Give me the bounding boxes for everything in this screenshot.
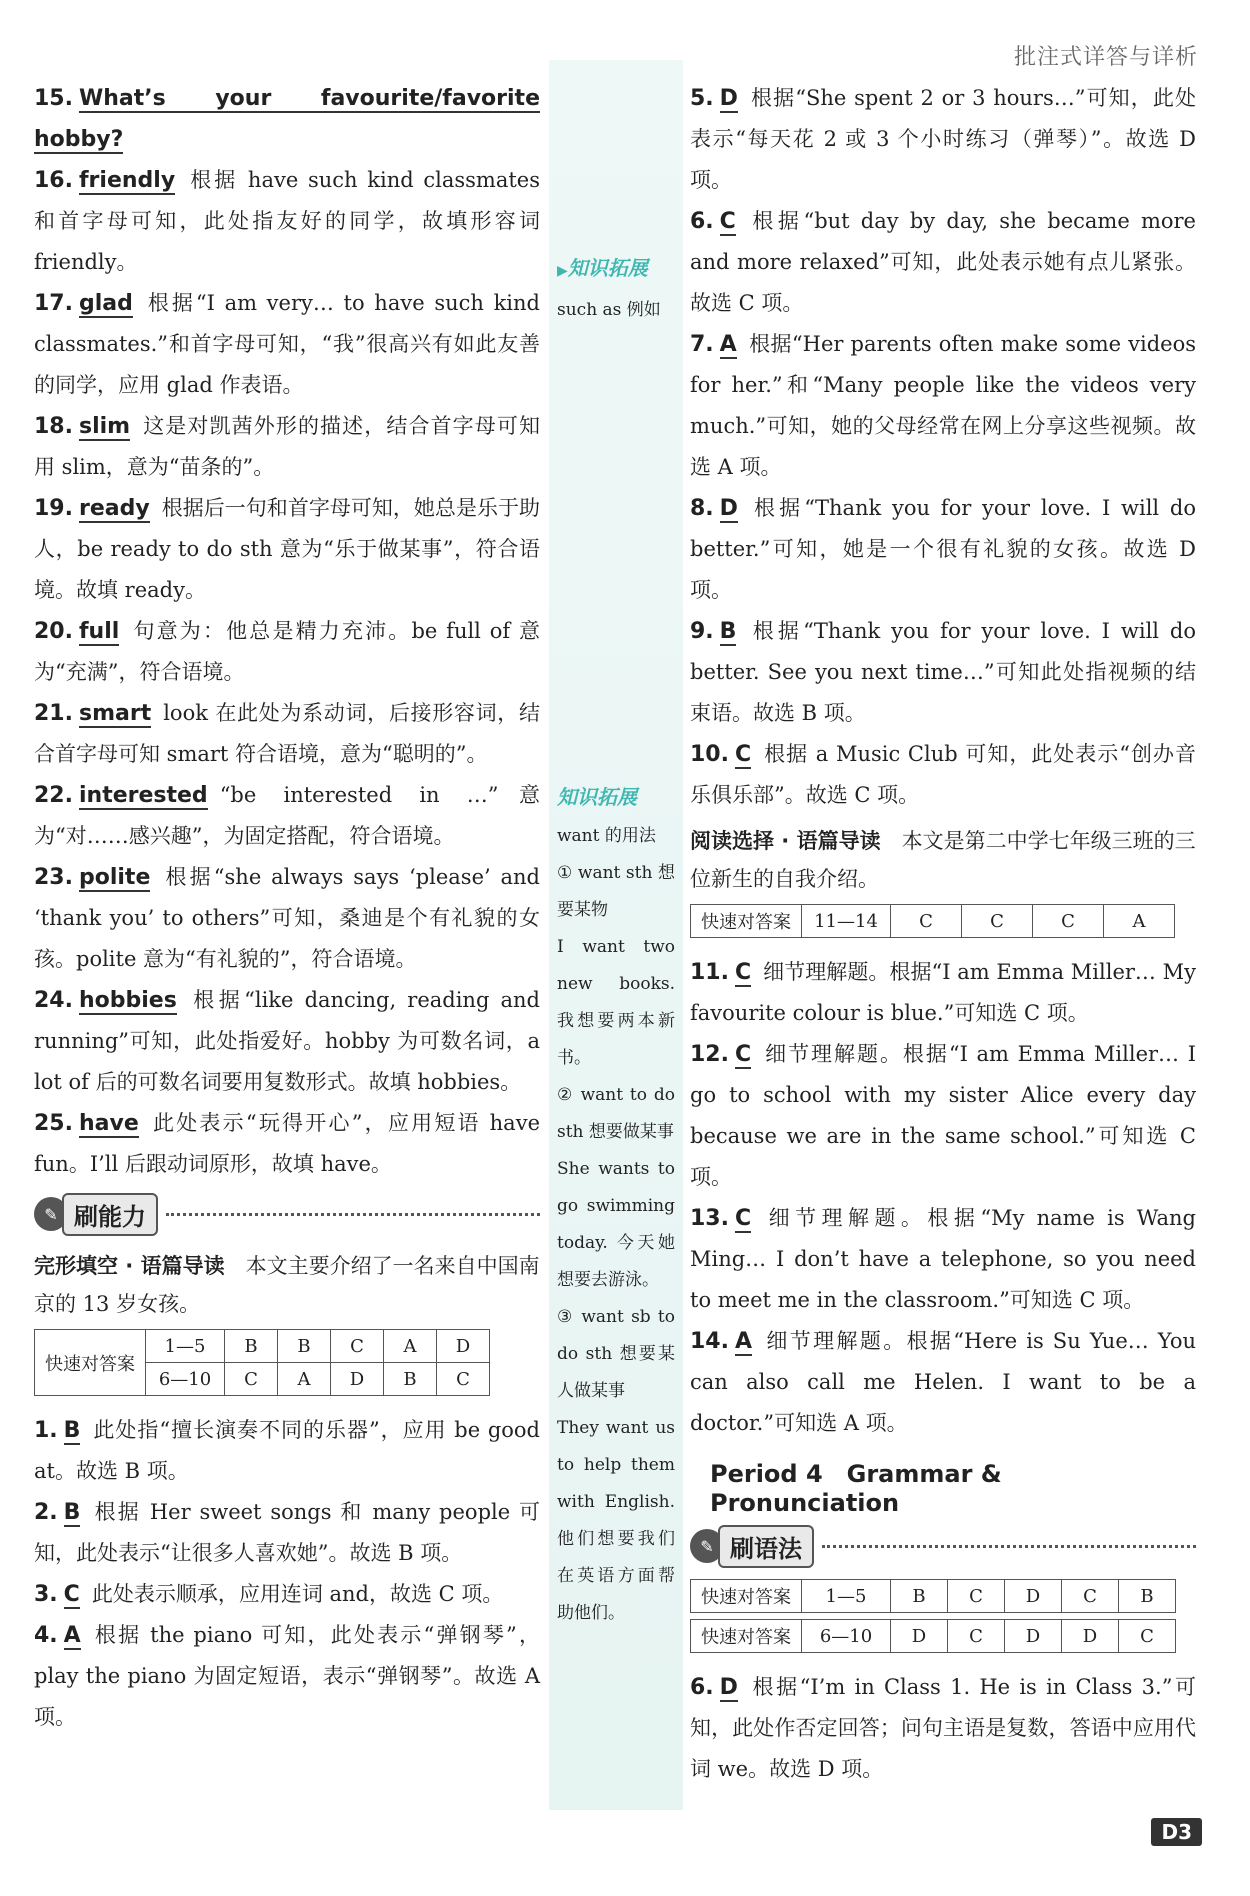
dotted-divider: [822, 1545, 1196, 1548]
table-label: 快速对答案: [691, 1620, 802, 1653]
item-explanation: “be interested in …”意为“对……感兴趣”，为固定搭配，符合语境。: [34, 783, 540, 848]
sidebar-heading: ▶知识拓展: [557, 256, 648, 280]
item-number: 13.: [690, 1206, 729, 1231]
answer-item: [34, 283, 540, 406]
table-cell: D: [1005, 1580, 1062, 1613]
item-answer: hobbies: [78, 988, 177, 1013]
item-number: 20.: [34, 619, 73, 644]
sidebar-block-1: [549, 250, 683, 329]
table-cell: C: [1033, 905, 1104, 938]
item-answer: C: [719, 209, 736, 234]
item-number: 10.: [690, 742, 729, 767]
right-answer-list: [690, 78, 1196, 816]
item-explanation: 根据 the piano 可知，此处表示“弹钢琴”，play the piano 为固定短语，表示“弹钢琴”。故选 A 项。: [34, 1623, 540, 1729]
table-range: 11—14: [802, 905, 891, 938]
table-cell: C: [331, 1330, 384, 1363]
answer-item: [690, 1034, 1196, 1198]
left-answer-list: [34, 78, 540, 1185]
answer-item: [690, 488, 1196, 611]
item-answer: C: [734, 960, 752, 985]
sidebar-line: ③ want sb to do sth 想要某人做某事: [557, 1307, 675, 1401]
item-answer: have: [78, 1111, 139, 1136]
item-explanation: 此处表示顺承，应用连词 and，故选 C 项。: [91, 1582, 504, 1606]
answer-item: [690, 1667, 1196, 1790]
item-explanation: 细节理解题。根据“Here is Su Yue… You can also call me Helen. I want to be a doctor.”可知选 A 项。: [690, 1329, 1196, 1435]
grammar-answer-table-2: [690, 1619, 1176, 1653]
item-explanation: 这是对凯茜外形的描述，结合首字母可知用 slim，意为“苗条的”。: [34, 414, 540, 479]
item-answer: friendly: [78, 168, 176, 193]
table-cell: B: [891, 1580, 948, 1613]
table-cell: B: [225, 1330, 278, 1363]
right-answer-list-3: [690, 1667, 1196, 1790]
item-answer: A: [63, 1623, 81, 1648]
table-cell: A: [1104, 905, 1175, 938]
item-explanation: 根据“Thank you for your love. I will do better. See you next time…”可知此处指视频的结束语。故选 B 项。: [690, 619, 1196, 725]
item-explanation: 根据“but day by day, she became more and more relaxed”可知，此处表示她有点儿紧张。故选 C 项。: [690, 209, 1196, 315]
item-answer: D: [719, 1675, 738, 1700]
arrow-icon: ▶: [557, 263, 568, 279]
table-cell: D: [1005, 1620, 1062, 1653]
section-ability-bar: [34, 1191, 540, 1237]
item-answer: C: [734, 1206, 752, 1231]
section-grammar-label: 刷语法: [718, 1525, 814, 1568]
item-explanation: 细节理解题。根据“My name is Wang Ming… I don’t have a telephone, so you need to meet me in the classroom.”可知选 C 项。: [690, 1206, 1196, 1312]
answer-item: [34, 1103, 540, 1185]
item-explanation: 句意为：他总是精力充沛。be full of 意为“充满”，符合语境。: [34, 619, 540, 684]
item-answer: smart: [78, 701, 152, 726]
cloze-guide: [34, 1247, 540, 1323]
left-answer-list-2: [34, 1410, 540, 1738]
answer-item: [690, 324, 1196, 488]
item-answer: C: [734, 1042, 752, 1067]
item-answer: B: [63, 1418, 81, 1443]
item-answer: D: [719, 86, 738, 111]
table-cell: A: [278, 1363, 331, 1396]
item-number: 17.: [34, 291, 73, 316]
item-number: 5.: [690, 86, 714, 111]
right-answer-list-2: [690, 952, 1196, 1444]
cloze-answer-table: [34, 1329, 490, 1396]
left-column: [34, 78, 540, 1738]
dotted-divider: [166, 1213, 540, 1216]
item-number: 15.: [34, 86, 73, 111]
item-answer: B: [63, 1500, 81, 1525]
item-number: 19.: [34, 496, 73, 521]
sidebar-line: I want two new books. 我想要两本新书。: [557, 937, 675, 1068]
answer-item: [34, 1492, 540, 1574]
reading-guide-text: 本文是第二中学七年级三班的三位新生的自我介绍。: [690, 829, 1196, 891]
answer-item: [690, 952, 1196, 1034]
right-column: [690, 78, 1196, 1790]
item-number: 1.: [34, 1418, 58, 1443]
item-number: 11.: [690, 960, 729, 985]
item-number: 14.: [690, 1329, 729, 1354]
item-answer: A: [734, 1329, 753, 1354]
answer-item: [690, 1321, 1196, 1444]
answer-item: [34, 1615, 540, 1738]
item-answer: glad: [78, 291, 133, 316]
sidebar-line: want 的用法: [557, 826, 656, 846]
section-grammar-bar: [690, 1523, 1196, 1569]
item-number: 4.: [34, 1623, 58, 1648]
cloze-guide-title: 完形填空 · 语篇导读: [34, 1254, 225, 1278]
table-cell: C: [962, 905, 1033, 938]
brush-icon: ✎: [690, 1529, 724, 1563]
answer-item: [34, 980, 540, 1103]
sidebar-line: ① want sth 想要某物: [557, 863, 675, 920]
item-answer: D: [719, 496, 738, 521]
answer-item: [34, 1574, 540, 1615]
item-number: 12.: [690, 1042, 729, 1067]
answer-item: [34, 488, 540, 611]
answer-item: [690, 734, 1196, 816]
item-number: 25.: [34, 1111, 73, 1136]
item-answer: polite: [78, 865, 151, 890]
item-number: 22.: [34, 783, 73, 808]
answer-item: [690, 611, 1196, 734]
item-explanation: 根据 a Music Club 可知，此处表示“创办音乐俱乐部”。故选 C 项。: [690, 742, 1196, 807]
table-cell: D: [891, 1620, 948, 1653]
table-label: 快速对答案: [691, 905, 802, 938]
item-answer: A: [719, 332, 737, 357]
item-explanation: 根据后一句和首字母可知，她总是乐于助人，be ready to do sth 意为“乐于做某事”，符合语境。故填 ready。: [34, 496, 540, 602]
item-number: 7.: [690, 332, 714, 357]
sidebar-lines: [557, 818, 675, 1632]
table-cell: C: [948, 1620, 1005, 1653]
brush-icon: ✎: [34, 1197, 68, 1231]
item-number: 16.: [34, 168, 73, 193]
reading-guide-title: 阅读选择 · 语篇导读: [690, 829, 881, 853]
item-explanation: 根据“Thank you for your love. I will do better.”可知，她是一个很有礼貌的女孩。故选 D 项。: [690, 496, 1196, 602]
item-explanation: look 在此处为系动词，后接形容词，结合首字母可知 smart 符合语境，意为“聪明的”。: [34, 701, 540, 766]
item-answer: ready: [78, 496, 150, 521]
table-cell: D: [437, 1330, 490, 1363]
table-range: 6—10: [146, 1363, 225, 1396]
item-answer: interested: [78, 783, 208, 808]
item-number: 6.: [690, 209, 714, 234]
period-heading: Period 4 Grammar & Pronunciation: [710, 1460, 1002, 1517]
table-cell: C: [1119, 1620, 1176, 1653]
table-cell: C: [437, 1363, 490, 1396]
answer-item: [34, 857, 540, 980]
item-explanation: 此处表示“玩得开心”，应用短语 have fun。I’ll 后跟动词原形，故填 have。: [34, 1111, 540, 1176]
item-answer: C: [63, 1582, 80, 1607]
item-number: 23.: [34, 865, 73, 890]
knowledge-sidebar: [549, 60, 683, 1810]
sidebar-line: ② want to do sth 想要做某事: [557, 1085, 675, 1142]
answer-item: [690, 1198, 1196, 1321]
item-number: 6.: [690, 1675, 714, 1700]
table-label: 快速对答案: [35, 1330, 146, 1396]
table-cell: B: [278, 1330, 331, 1363]
reading-answer-table: [690, 904, 1175, 938]
sidebar-block-2: [549, 779, 683, 1632]
table-cell: D: [331, 1363, 384, 1396]
sidebar-text: such as 例如: [557, 300, 661, 320]
answer-item: [34, 406, 540, 488]
reading-guide: [690, 822, 1196, 898]
section-ability-label: 刷能力: [62, 1193, 158, 1236]
table-label: 快速对答案: [691, 1580, 802, 1613]
item-answer: slim: [78, 414, 131, 439]
sidebar-line: They want us to help them with English. 他们想要我们在英语方面帮助他们。: [557, 1418, 675, 1623]
answer-item: [34, 693, 540, 775]
cloze-guide-text: 本文主要介绍了一名来自中国南京的 13 岁女孩。: [34, 1254, 540, 1316]
answer-item: [34, 1410, 540, 1492]
answer-item: [34, 78, 540, 160]
item-explanation: 根据“Her parents often make some videos for her.”和“Many people like the videos very much.”可知，她的父母经常在网上分享这些视频。故选 A 项。: [690, 332, 1196, 479]
item-explanation: 根据 have such kind classmates 和首字母可知，此处指友好的同学，故填形容词 friendly。: [34, 168, 540, 274]
item-number: 3.: [34, 1582, 58, 1607]
item-explanation: 细节理解题。根据“I am Emma Miller… My favourite colour is blue.”可知选 C 项。: [690, 960, 1196, 1025]
table-cell: C: [1062, 1580, 1119, 1613]
table-cell: C: [948, 1580, 1005, 1613]
item-number: 9.: [690, 619, 714, 644]
answer-item: [34, 611, 540, 693]
item-number: 8.: [690, 496, 714, 521]
table-cell: C: [891, 905, 962, 938]
table-range: 6—10: [802, 1620, 891, 1653]
table-cell: B: [1119, 1580, 1176, 1613]
table-range: 1—5: [802, 1580, 891, 1613]
item-explanation: 根据 Her sweet songs 和 many people 可知，此处表示“让很多人喜欢她”。故选 B 项。: [34, 1500, 540, 1565]
item-explanation: 根据“She spent 2 or 3 hours…”可知，此处表示“每天花 2 或 3 个小时练习（弹琴）”。故选 D 项。: [690, 86, 1196, 192]
sidebar-line: She wants to go swimming today. 今天她想要去游泳。: [557, 1159, 675, 1290]
item-answer: B: [719, 619, 737, 644]
item-answer: C: [734, 742, 752, 767]
item-answer: What’s your favourite/favorite hobby?: [34, 86, 540, 152]
item-explanation: 根据“like dancing, reading and running”可知，此处指爱好。hobby 为可数名词，a lot of 后的可数名词要用复数形式。故填 hobbies。: [34, 988, 540, 1094]
header-title: 批注式详答与详析: [1013, 45, 1198, 70]
answer-item: [690, 78, 1196, 201]
item-number: 2.: [34, 1500, 58, 1525]
item-number: 24.: [34, 988, 73, 1013]
answer-item: [34, 160, 540, 283]
table-cell: B: [384, 1363, 437, 1396]
item-answer: full: [78, 619, 120, 644]
answer-item: [34, 775, 540, 857]
item-explanation: 此处指“擅长演奏不同的乐器”，应用 be good at。故选 B 项。: [34, 1418, 540, 1483]
sidebar-heading: 知识拓展: [557, 785, 637, 809]
table-cell: C: [225, 1363, 278, 1396]
page-number: D3: [1151, 1818, 1202, 1846]
item-explanation: 根据“I am very… to have such kind classmates.”和首字母可知，“我”很高兴有如此友善的同学，应用 glad 作表语。: [34, 291, 540, 397]
answer-item: [690, 201, 1196, 324]
table-range: 1—5: [146, 1330, 225, 1363]
item-explanation: 根据“I’m in Class 1. He is in Class 3.”可知，此处作否定回答；问句主语是复数，答语中应用代词 we。故选 D 项。: [690, 1675, 1196, 1781]
item-explanation: 根据“she always says ‘please’ and ‘thank you’ to others”可知，桑迪是个有礼貌的女孩。polite 意为“有礼貌的”，符合语境。: [34, 865, 540, 971]
item-number: 18.: [34, 414, 73, 439]
item-number: 21.: [34, 701, 73, 726]
item-explanation: 细节理解题。根据“I am Emma Miller… I go to school with my sister Alice every day because we are in the same school.”可知选 C 项。: [690, 1042, 1196, 1189]
table-cell: A: [384, 1330, 437, 1363]
grammar-answer-table-1: [690, 1579, 1176, 1613]
table-cell: D: [1062, 1620, 1119, 1653]
